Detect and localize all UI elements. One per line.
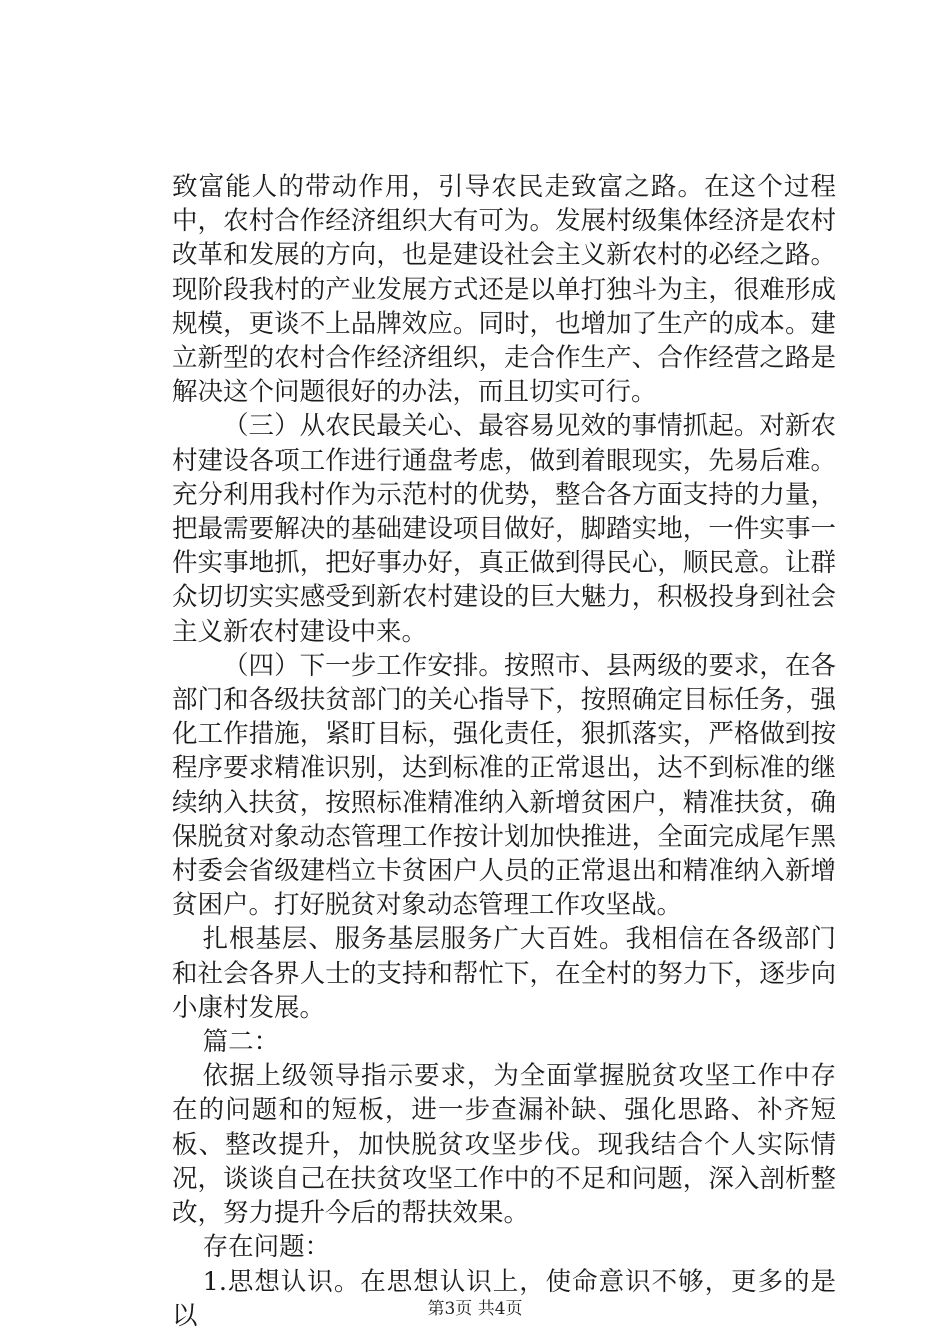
page-number-footer: 第3页 共4页 [427,1299,523,1319]
paragraph-closing: 扎根基层、服务基层服务广大百姓。我相信在各级部门和社会各界人士的支持和帮忙下，在全村的努力下，逐步向小康村发展。 [172,924,836,1023]
subheading-existing-problems: 存在问题： [202,1232,331,1263]
paragraph-part-two-intro: 依据上级领导指示要求，为全面掌握脱贫攻坚工作中存在的问题和的短板，进一步查漏补缺、强化思路、补齐短板、整改提升，加快脱贫攻坚步伐。现我结合个人实际情况，谈谈自己在扶贫攻坚工作中的不足和问题，深入剖析整改，努力提升今后的帮扶效果。 [172,1061,836,1229]
paragraph-problem-one: 1.思想认识。在思想认识上，使命意识不够，更多的是以 [172,1266,836,1331]
paragraph-section-three: （三）从农民最关心、最容易见效的事情抓起。对新农村建设各项工作进行通盘考虑，做到着眼现实，先易后难。充分利用我村作为示范村的优势，整合各方面支持的力量，把最需要解决的基础建设项目做好，脚踏实地，一件实事一件实事地抓，把好事办好，真正做到得民心，顺民意。让群众切切实实感受到新农村建设的巨大魅力，积极投身到社会主义新农村建设中来。 [172,411,836,647]
paragraph-section-four: （四）下一步工作安排。按照市、县两级的要求，在各部门和各级扶贫部门的关心指导下，按照确定目标任务，强化工作措施，紧盯目标，强化责任，狠抓落实，严格做到按程序要求精准识别，达到标准的正常退出，达不到标准的继续纳入扶贫，按照标准精准纳入新增贫困户，精准扶贫，确保脱贫对象动态管理工作按计划加快推进，全面完成尾乍黑村委会省级建档立卡贫困户人员的正常退出和精准纳入新增贫困户。打好脱贫对象动态管理工作攻坚战。 [172,650,836,921]
paragraph-continued: 致富能人的带动作用，引导农民走致富之路。在这个过程中，农村合作经济组织大有可为。发展村级集体经济是农村改革和发展的方向，也是建设社会主义新农村的必经之路。现阶段我村的产业发展方式还是以单打独斗为主，很难形成规模，更谈不上品牌效应。同时，也增加了生产的成本。建立新型的农村合作经济组织，走合作生产、合作经营之路是解决这个问题很好的办法，而且切实可行。 [172,172,836,408]
section-heading-part-two: 篇二： [202,1027,280,1058]
document-body [172,170,836,1333]
